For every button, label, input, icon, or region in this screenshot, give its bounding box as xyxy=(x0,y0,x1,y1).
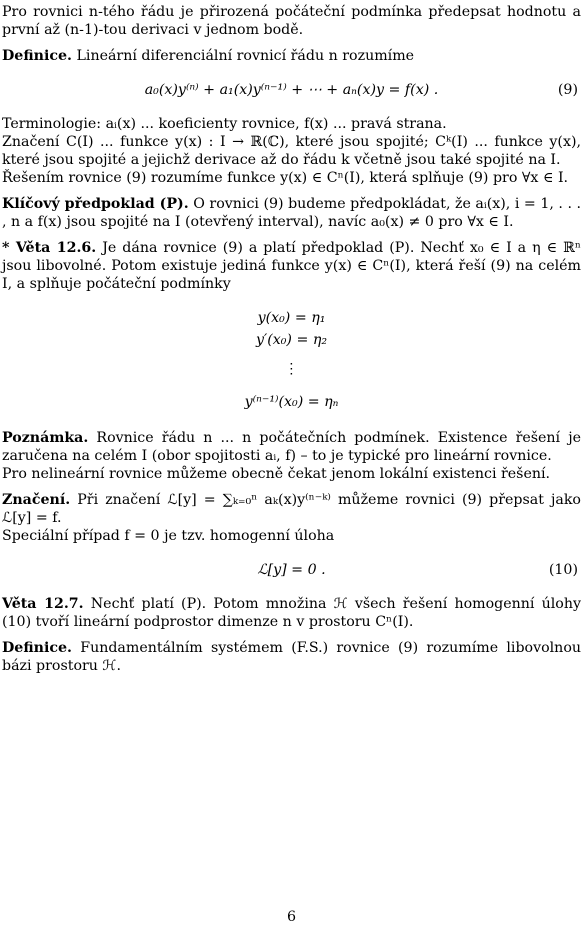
notation-operator-label: Značení. xyxy=(2,492,71,508)
definition-2-label: Definice. xyxy=(2,640,72,656)
notation-operator xyxy=(2,491,581,527)
equation-9 xyxy=(2,77,581,103)
condition-row-2: y′(x₀) = η₂ xyxy=(255,332,328,348)
definition-1-label: Definice. xyxy=(2,48,72,64)
condition-row-1: y(x₀) = η₁ xyxy=(257,310,326,326)
equation-9-number: (9) xyxy=(557,82,578,98)
definition-2-text: Fundamentálním systémem (F.S.) rovnice (9) rozumíme libovolnou bázi prostoru ℋ. xyxy=(2,640,581,674)
remark-label: Poznámka. xyxy=(2,430,89,446)
key-assumption-label: Klíčový předpoklad (P). xyxy=(2,196,189,212)
solution-paragraph: Řešením rovnice (9) rozumíme funkce y(x) ∈ Cⁿ(I), která splňuje (9) pro ∀x ∈ I. xyxy=(2,170,569,186)
theorem-12-7-label: Věta 12.7. xyxy=(2,596,84,612)
document-page xyxy=(2,3,581,675)
definition-1-text: Lineární diferenciální rovnicí řádu n rozumíme xyxy=(76,48,415,64)
remark-second-line: Pro nelineární rovnice můžeme obecně čekat jenom lokální existenci řešení. xyxy=(2,466,551,482)
initial-conditions xyxy=(2,307,581,413)
condition-row-n: y⁽ⁿ⁻¹⁾(x₀) = ηₙ xyxy=(244,394,339,410)
remark-text: Rovnice řádu n ... n počátečních podmínek. Existence řešení je zaručena na celém I (obor spojitosti aᵢ, f) – to je typické pro lineární rovnice. xyxy=(2,430,581,464)
notation-paragraph: Značení C(I) ... funkce y(x) : I → ℝ(ℂ), které jsou spojité; Cᵏ(I) ... funkce y(x), které jsou spojité a jejichž derivace až do řádu k včetně jsou také spojité na I. xyxy=(2,134,581,168)
equation-9-formula: a₀(x)y⁽ⁿ⁾ + a₁(x)y⁽ⁿ⁻¹⁾ + ⋯ + aₙ(x)y = f(x) . xyxy=(144,82,439,98)
theorem-12-6-label: * Věta 12.6. xyxy=(2,240,97,256)
definition-1 xyxy=(2,47,581,65)
homogeneous-intro: Speciální případ f = 0 je tzv. homogenní úloha xyxy=(2,528,335,544)
theorem-12-7-text: Nechť platí (P). Potom množina ℋ všech řešení homogenní úlohy (10) tvoří lineární podprostor dimenze n v prostoru Cⁿ(I). xyxy=(2,596,581,630)
theorem-12-6-text: Je dána rovnice (9) a platí předpoklad (P). Nechť x₀ ∈ I a η ∈ ℝⁿ jsou libovolné. Potom existuje jediná funkce y(x) ∈ Cⁿ(I), která řeší (9) na celém I, a splňuje počáteční podmínky xyxy=(2,240,582,292)
theorem-12-6 xyxy=(2,239,581,293)
equation-10-number: (10) xyxy=(548,562,578,578)
notation-operator-text: Při značení ℒ[y] = ∑ₖ₌₀ⁿ aₖ(x)y⁽ⁿ⁻ᵏ⁾ můžeme rovnici (9) přepsat jako ℒ[y] = f. xyxy=(2,492,581,526)
equation-10-formula: ℒ[y] = 0 . xyxy=(257,562,326,578)
theorem-12-7 xyxy=(2,595,581,631)
remark xyxy=(2,429,581,465)
condition-ellipsis: ⋮ xyxy=(284,361,299,377)
key-assumption-text: O rovnici (9) budeme předpokládat, že aᵢ(x), i = 1, . . . , n a f(x) jsou spojité na I (otevřený interval), navíc a₀(x) ≠ 0 pro ∀x ∈ I. xyxy=(2,196,581,230)
page-number: 6 xyxy=(286,909,297,925)
intro-paragraph: Pro rovnici n-tého řádu je přirozená počáteční podmínka předepsat hodnotu a první až (n-1)-tou derivaci v jednom bodě. xyxy=(2,4,581,38)
equation-10 xyxy=(2,557,581,583)
key-assumption xyxy=(2,195,581,231)
definition-2 xyxy=(2,639,581,675)
terminology-line: Terminologie: aᵢ(x) ... koeficienty rovnice, f(x) ... pravá strana. xyxy=(2,116,447,132)
